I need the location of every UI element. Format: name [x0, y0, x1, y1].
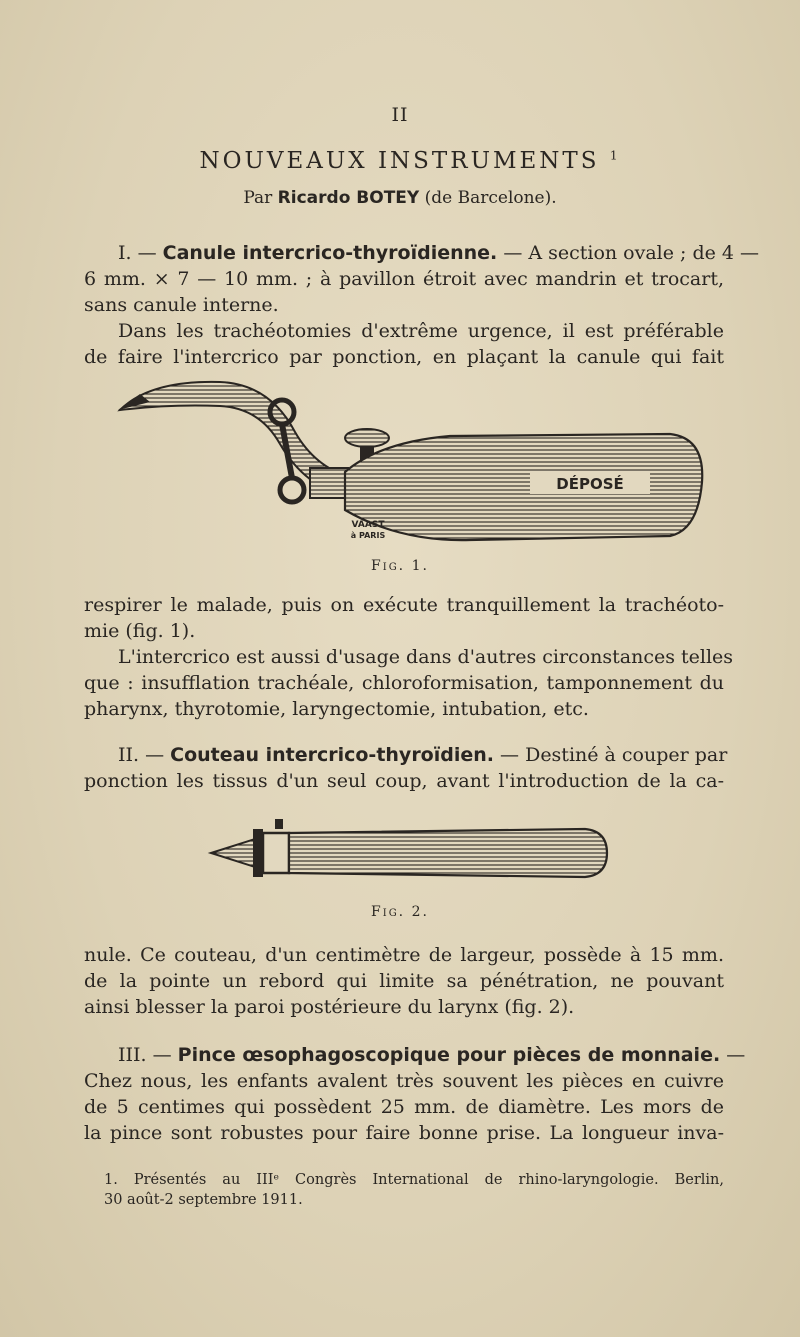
- item-heading: Pince œsophagoscopique pour pièces de monnaie.: [177, 1044, 721, 1066]
- item-text: —: [720, 1044, 746, 1066]
- item-heading: Canule intercrico-thyroïdienne.: [162, 242, 498, 264]
- text-line: L'intercrico est aussi d'usage dans d'autres circonstances telles: [118, 646, 734, 668]
- footnote-line: 1. Présentés au IIIᵉ Congrès International de rhino-laryngologie. Berlin,: [104, 1172, 724, 1188]
- item-number: III. —: [118, 1044, 178, 1066]
- text-line: de la pointe un rebord qui limite sa pénétration, ne pouvant: [84, 970, 724, 992]
- paragraph-couteau-continued: [84, 942, 724, 1020]
- paragraph-canule-continued: [84, 592, 734, 722]
- byline: [0, 188, 800, 208]
- maker-mark-line1: VAAST: [351, 520, 385, 530]
- paragraph-canule: [84, 240, 760, 370]
- text-line: mie (fig. 1).: [84, 620, 196, 642]
- item-number: I. —: [118, 242, 163, 264]
- text-line: pharynx, thyrotomie, laryngectomie, intubation, etc.: [84, 698, 589, 720]
- text-line: Chez nous, les enfants avalent très souvent les pièces en cuivre: [84, 1070, 724, 1092]
- item-heading: Couteau intercrico-thyroïdien.: [170, 744, 494, 766]
- text-line: sans canule interne.: [84, 294, 279, 316]
- paragraph-couteau: [84, 742, 728, 794]
- text-line: de faire l'intercrico par ponction, en plaçant la canule qui fait: [84, 346, 724, 368]
- item-text: — Destiné à couper par: [494, 744, 728, 766]
- author-name: Ricardo BOTEY: [277, 188, 420, 208]
- footnote-mark: 1: [609, 148, 621, 163]
- item-text: — A section ovale ; de 4 —: [497, 242, 760, 264]
- text-line: Dans les trachéotomies d'extrême urgence, il est préférable: [118, 320, 724, 342]
- text-line: de 5 centimes qui possèdent 25 mm. de diamètre. Les mors de: [84, 1096, 724, 1118]
- footnote-line: 30 août-2 septembre 1911.: [104, 1192, 303, 1208]
- item-number: II. —: [118, 744, 171, 766]
- author-affiliation: (de Barcelone).: [424, 188, 557, 208]
- figure-2-caption: Fig. 2.: [371, 904, 429, 920]
- text-line: [84, 1042, 746, 1068]
- paragraph-pince: [84, 1042, 746, 1146]
- figure-2-knife-illustration: [205, 815, 615, 885]
- footnote: [104, 1170, 724, 1210]
- text-line: la pince sont robustes pour faire bonne prise. La longueur inva-: [84, 1122, 724, 1144]
- figure-1-caption: Fig. 1.: [371, 558, 429, 574]
- text-line: que : insufflation trachéale, chloroformisation, tamponnement du: [84, 672, 724, 694]
- text-line: nule. Ce couteau, d'un centimètre de largeur, possède à 15 mm.: [84, 944, 724, 966]
- text-line: 6 mm. × 7 — 10 mm. ; à pavillon étroit avec mandrin et trocart,: [84, 268, 724, 290]
- article-title: [0, 148, 800, 174]
- maker-mark-line2: à PARIS: [350, 531, 386, 540]
- stamp-text: DÉPOSÉ: [556, 475, 624, 493]
- text-line: ainsi blesser la paroi postérieure du larynx (fig. 2).: [84, 996, 575, 1018]
- section-number: II: [391, 104, 409, 126]
- text-line: ponction les tissus d'un seul coup, avant l'introduction de la ca-: [84, 770, 724, 792]
- text-line: respirer le malade, puis on exécute tranquillement la trachéoto-: [84, 594, 724, 616]
- figure-1-cannula-illustration: [110, 372, 710, 552]
- text-line: [84, 240, 760, 266]
- article-title-text: NOUVEAUX INSTRUMENTS: [199, 148, 600, 174]
- byline-prefix: Par: [243, 188, 273, 208]
- text-line: [84, 742, 728, 768]
